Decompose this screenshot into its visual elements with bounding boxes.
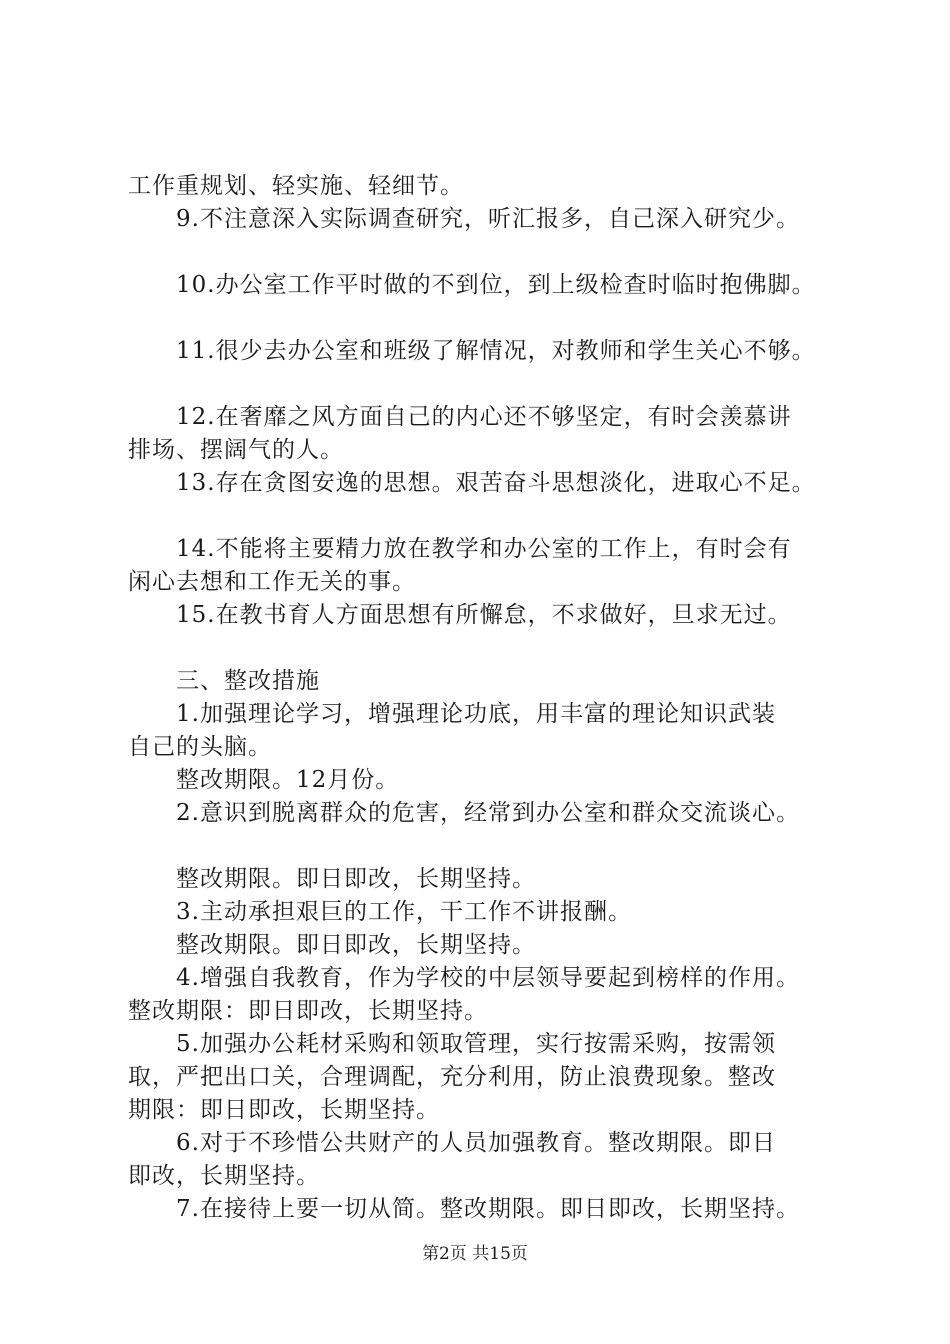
text-line: 13.存在贪图安逸的思想。艰苦奋斗思想淡化，进取心不足。 bbox=[176, 470, 816, 496]
paragraph-gap bbox=[128, 302, 838, 335]
text-line: 15.在教书育人方面思想有所懈怠，不求做好，旦求无过。 bbox=[176, 602, 792, 628]
text-line: 3.主动承担艰巨的工作，干工作不讲报酬。 bbox=[176, 899, 632, 925]
page-number-footer: 第2页 共15页 bbox=[422, 1244, 528, 1264]
text-line: 自己的头脑。 bbox=[128, 734, 272, 760]
text-line: 12.在奢靡之风方面自己的内心还不够坚定，有时会羡慕讲 bbox=[176, 404, 792, 430]
section-heading: 三、整改措施 bbox=[176, 668, 320, 694]
text-line: 整改期限。即日即改，长期坚持。 bbox=[176, 866, 536, 892]
text-line: 整改期限：即日即改，长期坚持。 bbox=[128, 998, 488, 1024]
text-line: 闲心去想和工作无关的事。 bbox=[128, 569, 416, 595]
text-line: 工作重规划、轻实施、轻细节。 bbox=[128, 173, 464, 199]
text-line: 2.意识到脱离群众的危害，经常到办公室和群众交流谈心。 bbox=[176, 800, 800, 826]
document-body bbox=[128, 170, 838, 1226]
text-line: 5.加强办公耗材采购和领取管理，实行按需采购，按需领 bbox=[176, 1031, 776, 1057]
text-line: 10.办公室工作平时做的不到位，到上级检查时临时抱佛脚。 bbox=[176, 272, 816, 298]
text-line: 取，严把出口关，合理调配，充分利用，防止浪费现象。整改 bbox=[128, 1064, 776, 1090]
text-line: 整改期限。12月份。 bbox=[176, 767, 400, 793]
text-line: 14.不能将主要精力放在教学和办公室的工作上，有时会有 bbox=[176, 536, 792, 562]
text-line: 4.增强自我教育，作为学校的中层领导要起到榜样的作用。 bbox=[176, 965, 800, 991]
paragraph-gap bbox=[128, 500, 838, 533]
text-line: 排场、摆阔气的人。 bbox=[128, 437, 344, 463]
paragraph-gap bbox=[128, 632, 838, 665]
text-line: 6.对于不珍惜公共财产的人员加强教育。整改期限。即日 bbox=[176, 1130, 776, 1156]
paragraph-gap bbox=[128, 236, 838, 269]
text-line: 7.在接待上要一切从简。整改期限。即日即改，长期坚持。 bbox=[176, 1196, 800, 1222]
text-line: 9.不注意深入实际调查研究，听汇报多，自己深入研究少。 bbox=[176, 206, 800, 232]
paragraph-gap bbox=[128, 368, 838, 401]
text-line: 11.很少去办公室和班级了解情况，对教师和学生关心不够。 bbox=[176, 338, 816, 364]
text-line: 即改，长期坚持。 bbox=[128, 1163, 320, 1189]
text-line: 1.加强理论学习，增强理论功底，用丰富的理论知识武装 bbox=[176, 701, 776, 727]
text-line: 整改期限。即日即改，长期坚持。 bbox=[176, 932, 536, 958]
paragraph-gap bbox=[128, 830, 838, 863]
text-line: 期限：即日即改，长期坚持。 bbox=[128, 1097, 440, 1123]
